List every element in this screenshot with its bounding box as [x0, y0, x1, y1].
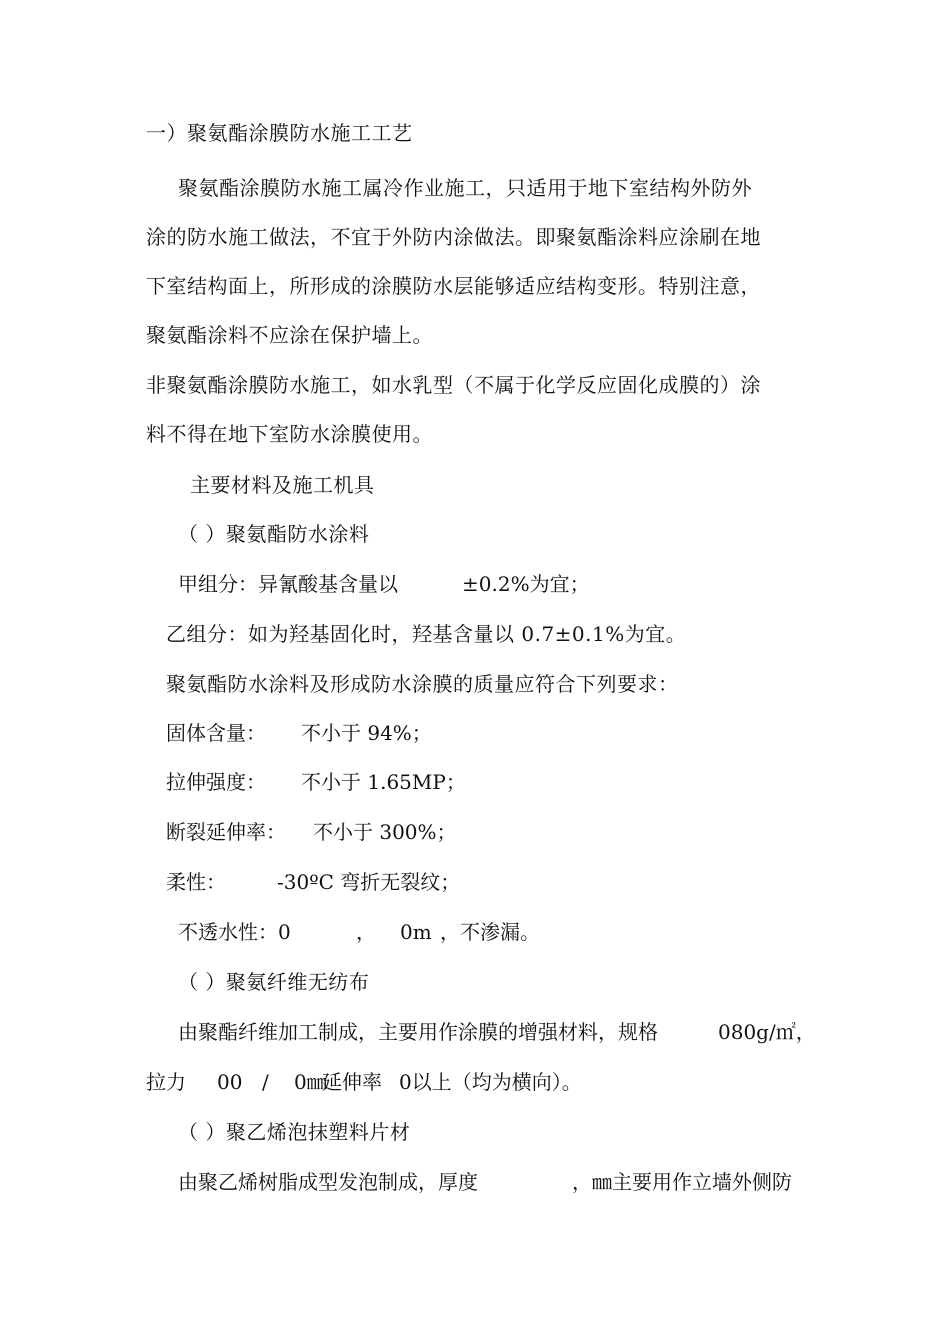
item3-line1-unit: ，㎜: [572, 1170, 612, 1194]
item2-line1-text: 由聚酯纤维加工制成，主要用作涂膜的增强材料，规格: [178, 1020, 658, 1044]
spec-label-solid-content: 固体含量：: [166, 721, 266, 745]
component-a-value: ±0.2%为宜；: [462, 572, 590, 596]
item2-line2-f: 0以上（均为横向）。: [399, 1070, 582, 1094]
item2-title: （ ）聚氨纤维无纺布: [178, 970, 370, 994]
item2-line1-value: 080g/㎡，: [718, 1020, 816, 1044]
item2-line2-e: 延伸率: [322, 1070, 382, 1094]
spec-value-elongation: 不小于 300%；: [313, 820, 457, 844]
para2-line-2: 料不得在地下室防水涂膜使用。: [146, 422, 433, 446]
impermeability-comma: ，: [356, 920, 376, 944]
item1-title: （ ）聚氨酯防水涂料: [178, 522, 370, 546]
spec-label-flexibility: 柔性：: [166, 870, 226, 894]
item3-line1-text: 由聚乙烯树脂成型发泡制成，厚度: [178, 1170, 478, 1194]
item3-line1-tail: 主要用作立墙外侧防: [612, 1170, 792, 1194]
item2-line2-b: 00: [217, 1070, 243, 1094]
quality-intro: 聚氨酯防水涂料及形成防水涂膜的质量应符合下列要求：: [166, 672, 679, 696]
spec-label-elongation: 断裂延伸率：: [166, 820, 286, 844]
spec-label-tensile: 拉伸强度：: [166, 770, 266, 794]
spec-value-solid-content: 不小于 94%；: [301, 721, 432, 745]
impermeability-tail: ，不渗漏。: [440, 920, 540, 944]
component-b: 乙组分：如为羟基固化时，羟基含量以 0.7±0.1%为宜。: [166, 622, 687, 646]
spec-value-flexibility: -30ºC 弯折无裂纹；: [277, 870, 461, 894]
para1-line-1: 聚氨酯涂膜防水施工属冷作业施工，只适用于地下室结构外防外: [178, 176, 752, 200]
para1-line-4: 聚氨酯涂料不应涂在保护墙上。: [146, 323, 433, 347]
impermeability-label: 不透水性：0: [178, 920, 291, 944]
impermeability-value: 0m: [400, 920, 432, 944]
materials-section-title: 主要材料及施工机具: [190, 473, 375, 497]
section-heading: 一）聚氨酯涂膜防水施工工艺: [146, 121, 413, 145]
para1-line-2: 涂的防水施工做法，不宜于外防内涂做法。即聚氨酯涂料应涂刷在地: [146, 225, 761, 249]
item2-line2-d: 0㎜: [294, 1070, 327, 1094]
item2-line2-c: /: [262, 1070, 269, 1094]
para2-line-1: 非聚氨酯涂膜防水施工，如水乳型（不属于化学反应固化成膜的）涂: [146, 373, 761, 397]
item2-line2-a: 拉力: [146, 1070, 186, 1094]
spec-value-tensile: 不小于 1.65MP；: [301, 770, 466, 794]
para1-line-3: 下室结构面上，所形成的涂膜防水层能够适应结构变形。特别注意，: [146, 274, 761, 298]
item3-title: （ ）聚乙烯泡抹塑料片材: [178, 1120, 411, 1144]
component-a-label: 甲组分：异氰酸基含量以: [178, 572, 398, 596]
